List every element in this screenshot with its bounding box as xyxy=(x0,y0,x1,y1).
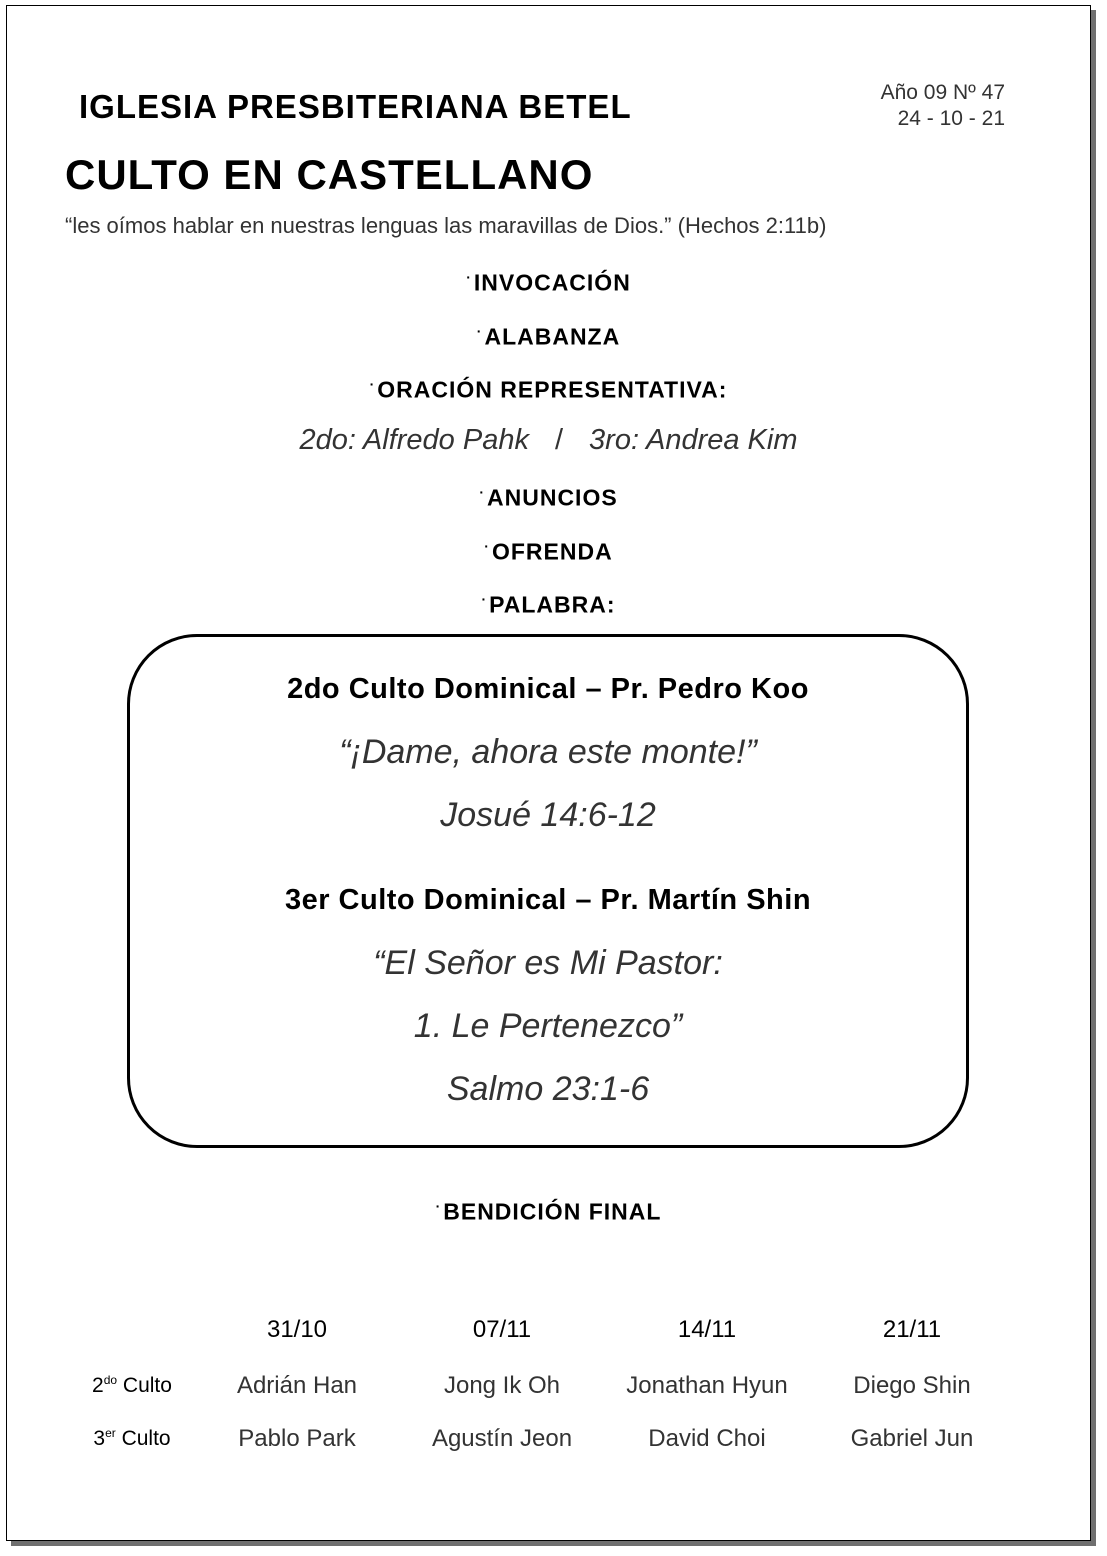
schedule-cell: Pablo Park xyxy=(238,1425,356,1452)
schedule-row-label-2do: $2^{do}$ Culto xyxy=(92,1373,172,1397)
item-anuncios: ·ANUNCIOS xyxy=(479,484,618,511)
issue-date: 24 - 10 - 21 xyxy=(897,107,1005,130)
schedule-cell: Diego Shin xyxy=(853,1372,971,1399)
prayer-separator: / xyxy=(554,424,564,456)
church-name: IGLESIA PRESBITERIANA BETEL xyxy=(79,88,632,125)
schedule-row-label-3er: 3er Culto xyxy=(93,1426,171,1450)
sermon-box xyxy=(127,634,969,1148)
bullet: · xyxy=(435,1198,442,1214)
bullet: · xyxy=(476,323,483,339)
sermon-2do-heading: 2do Culto Dominical – Pr. Pedro Koo xyxy=(287,673,809,705)
issue-number: Año 09 Nº 47 xyxy=(880,81,1005,104)
schedule-cell: Jonathan Hyun xyxy=(626,1372,788,1399)
bullet: · xyxy=(369,376,376,392)
sermon-2do-title: “¡Dame, ahora este monte!” xyxy=(339,733,757,771)
item-alabanza: ·ALABANZA xyxy=(476,323,621,350)
schedule-cell: Adrián Han xyxy=(236,1372,358,1399)
item-palabra: ·PALABRA: xyxy=(481,591,616,618)
theme-verse: “les oímos hablar en nuestras lenguas las maravillas de Dios.” (Hechos 2:11b) xyxy=(65,213,827,238)
prayer-3ro: 3ro: Andrea Kim xyxy=(589,424,798,456)
item-oracion: ·ORACIÓN REPRESENTATIVA: xyxy=(369,376,728,403)
item-ofrenda: ·OFRENDA xyxy=(484,538,613,565)
schedule-cell: Agustín Jeon xyxy=(431,1425,573,1452)
schedule-cell: David Choi xyxy=(648,1425,766,1452)
bullet: · xyxy=(479,484,485,500)
bullet: · xyxy=(484,538,490,554)
sermon-2do-reference: Josué 14:6-12 xyxy=(440,796,656,834)
schedule-cell: Jong Ik Oh xyxy=(443,1372,561,1399)
prayer-2do: 2do: Alfredo Pahk xyxy=(299,424,529,456)
service-title: CULTO EN CASTELLANO xyxy=(65,151,594,198)
sermon-3er-title-line1: “El Señor es Mi Pastor: xyxy=(373,944,723,982)
bullet: · xyxy=(466,269,472,285)
issue-info xyxy=(881,80,1005,132)
sermon-3er-heading: 3er Culto Dominical – Pr. Martín Shin xyxy=(284,884,812,916)
bulletin-page xyxy=(6,5,1091,1541)
schedule-date: 14/11 xyxy=(677,1316,737,1343)
schedule-cell: Gabriel Jun xyxy=(850,1425,974,1452)
schedule-date: 07/11 xyxy=(472,1316,532,1343)
bullet: · xyxy=(481,591,488,607)
sermon-3er-title-line2: 1. Le Pertenezco” xyxy=(413,1007,683,1045)
schedule-date: 21/11 xyxy=(882,1316,942,1343)
item-invocacion: ·INVOCACIÓN xyxy=(466,269,631,296)
prayer-leaders xyxy=(7,424,1090,457)
schedule-date: 31/10 xyxy=(266,1316,328,1343)
sermon-3er-reference: Salmo 23:1-6 xyxy=(446,1070,650,1108)
item-bendicion: ·BENDICIÓN FINAL xyxy=(435,1198,662,1225)
